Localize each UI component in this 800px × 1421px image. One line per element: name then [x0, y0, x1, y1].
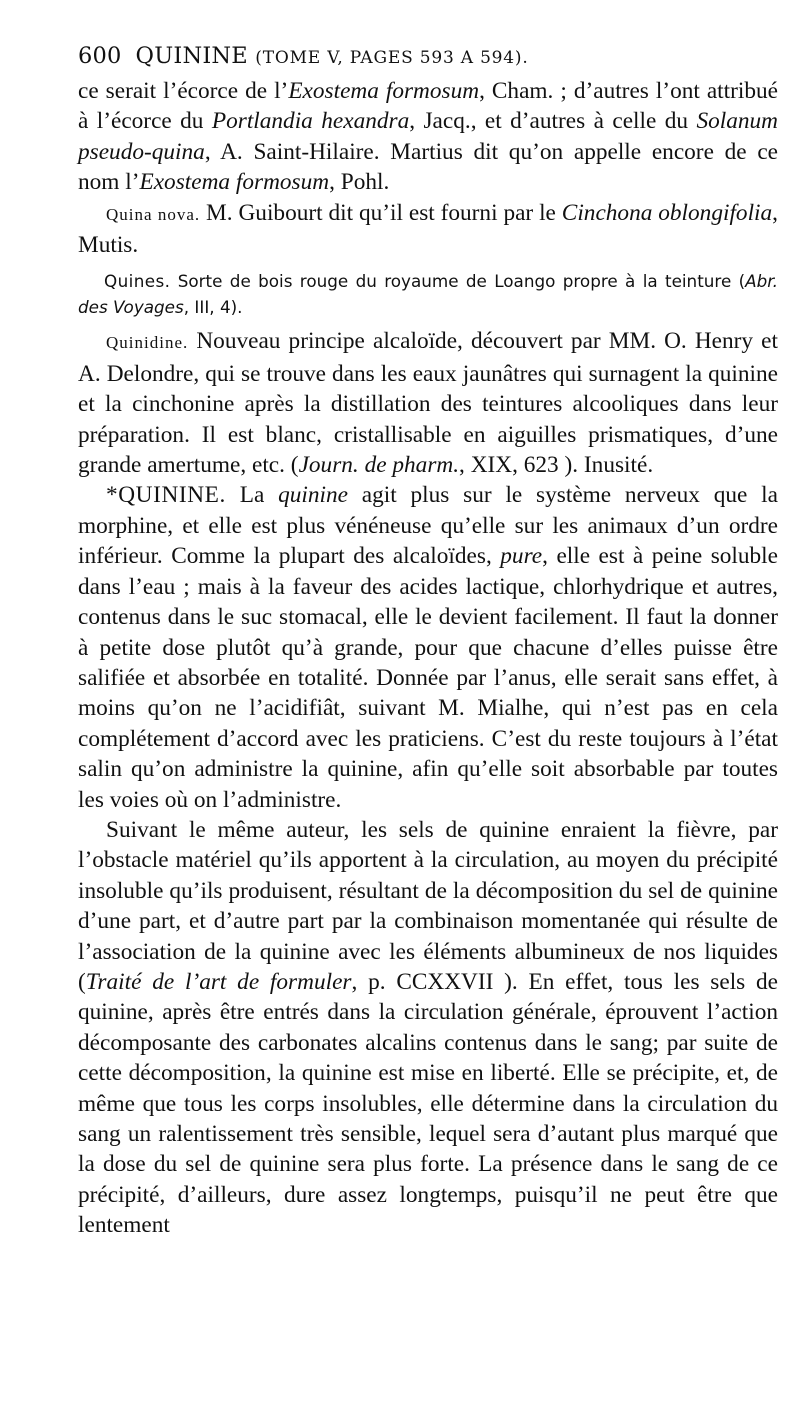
- page-number: 600: [78, 43, 122, 69]
- entry-headword: Quinidine.: [106, 333, 189, 353]
- paragraph-quinine-continued: Suivant le même auteur, les sels de quinine enraient la fièvre, par l’obstacle matériel qu’ils apportent à la circulation, au moyen du précipité insoluble qu’ils produisent, résultant de la décomposition du sel de quinine d’une part, et d’autre part par la combinaison momentanée qui résulte de l’association de la quinine avec les éléments albumineux de nos liquides (Traité de l’art de formuler, p. CCXXVII ). En effet, tous les sels de quinine, après être entrés dans la circulation générale, éprouvent l’action décomposante des carbonates alcalins contenus dans le sang; par suite de cette décomposition, la quinine est mise en liberté. Elle se précipite, et, de même que tous les corps insolubles, elle détermine dans la circulation du sang un ralentissement très sensible, lequel sera d’autant plus marqué que la dose du sel de quinine sera plus forte. La présence dans le sang de ce précipité, d’ailleurs, dure assez longtemps, puisqu’il ne peut être que lentement: [78, 816, 779, 1239]
- page: [78, 38, 778, 1408]
- entry-quines: Quines. Sorte de bois rouge du royaume de Loango propre à la teinture (Abr. des Voyages, III, 4).: [78, 271, 778, 318]
- entry-quinine: *QUININE. La quinine agit plus sur le système nerveux que la morphine, et elle est plus vénéneuse qu’elle sur les animaux d’un ordre inférieur. Comme la plupart des alcaloïdes, pure, elle est à peine soluble dans l’eau ; mais à la faveur des acides lactique, chlorhydrique et autres, contenus dans le suc stomacal, elle le devient facilement. Il faut la donner à petite dose plutôt qu’à grande, pour que chacune d’elles puisse être salifiée et absorbée en totalité. Donnée par l’anus, elle serait sans effet, à moins qu’on ne l’acidifiât, suivant M. Mialhe, qui n’est pas en cela complétement d’accord avec les praticiens. C’est du reste toujours à l’état salin qu’on administre la quinine, afin qu’elle soit absorbable par toutes les voies où on l’administre.: [78, 482, 778, 813]
- entry-quinidine: Quinidine. Nouveau principe alcaloïde, découvert par MM. O. Henry et A. Delondre, qui se trouve dans les eaux jaunâtres qui surnagent la quinine et la cinchonine après la distillation des teintures alcooliques dans leur préparation. Il est blanc, cristallisable en aiguilles prismatiques, d’une grande amertume, etc. (Journ. de pharm., XIX, 623 ). Inusité.: [78, 328, 778, 479]
- entry-headword: Quina nova.: [106, 204, 201, 224]
- volume-reference: (TOME V, PAGES 593 A 594).: [255, 48, 529, 68]
- paragraph-quina-continued: ce serait l’écorce de l’Exostema formosum, Cham. ; d’autres l’ont attribué à l’écorce du Portlandia hexandra, Jacq., et d’autres à celle du Solanum pseudo-quina, A. Saint-Hilaire. Martius dit qu’on appelle encore de ce nom l’Exostema formosum, Pohl.: [78, 78, 778, 196]
- entry-headword: Quines.: [104, 271, 171, 292]
- entry-quina-nova: Quina nova. M. Guibourt dit qu’il est fourni par le Cinchona oblongifolia, Mutis.: [78, 199, 778, 259]
- running-title: QUININE: [135, 43, 248, 69]
- entry-headword: *QUININE.: [106, 482, 226, 509]
- running-head: [78, 38, 778, 76]
